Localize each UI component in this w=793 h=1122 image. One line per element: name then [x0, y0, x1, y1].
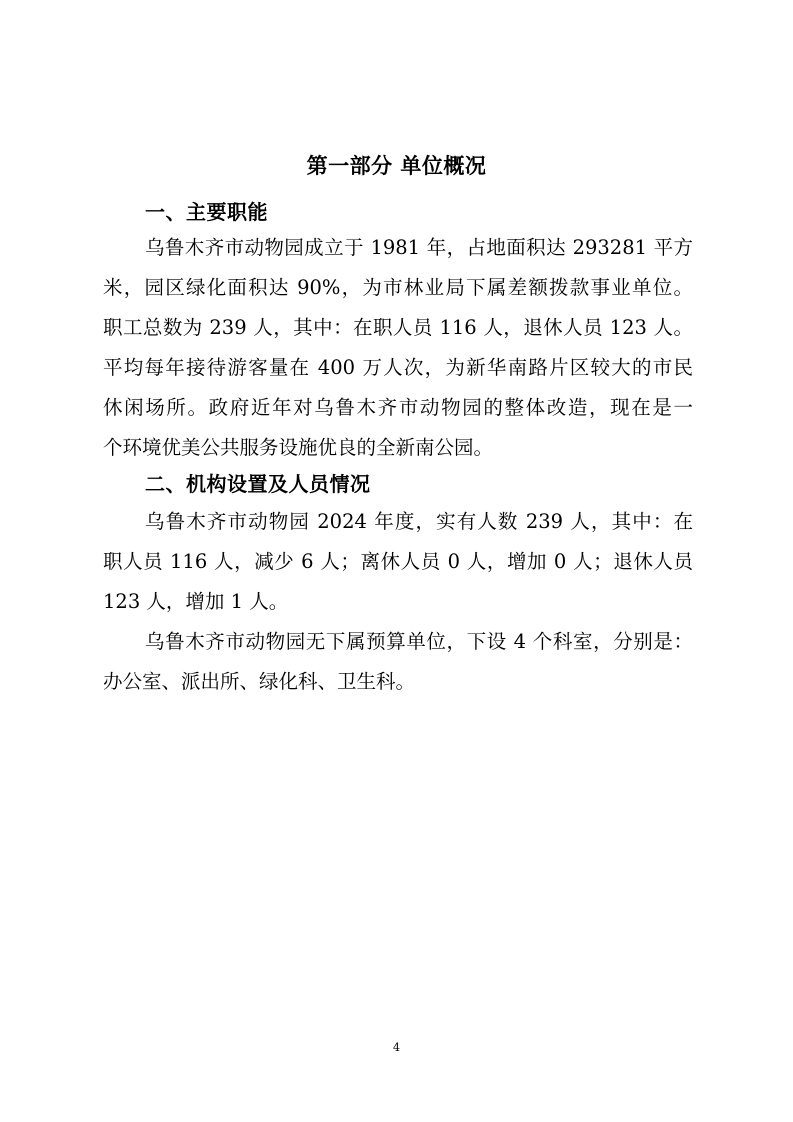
- paragraph-line: 乌鲁木齐市动物园无下属预算单位，下设 4 个科室，分别是：: [145, 630, 693, 653]
- paragraph-line: 乌鲁木齐市动物园 2024 年度，实有人数 239 人，其中：在: [145, 510, 693, 533]
- paragraph-line: 休闲场所。政府近年对乌鲁木齐市动物园的整体改造，现在是一: [103, 396, 693, 419]
- section-heading-main-functions: 一、主要职能: [145, 200, 268, 224]
- paragraph-line: 米，园区绿化面积达 90%，为市林业局下属差额拨款事业单位。: [103, 276, 693, 299]
- paragraph-line: 123 人，增加 1 人。: [103, 590, 289, 613]
- section-heading-organization-staff: 二、机构设置及人员情况: [145, 472, 371, 496]
- paragraph-line: 乌鲁木齐市动物园成立于 1981 年，占地面积达 293281 平方: [145, 236, 693, 259]
- paragraph-line: 职工总数为 239 人，其中：在职人员 116 人，退休人员 123 人。: [103, 316, 693, 339]
- page-number: 4: [393, 1041, 400, 1054]
- paragraph-line: 职人员 116 人，减少 6 人；离休人员 0 人，增加 0 人；退休人员: [103, 550, 693, 573]
- page-title: 第一部分 单位概况: [306, 154, 487, 178]
- paragraph-line: 个环境优美公共服务设施优良的全新南公园。: [103, 436, 494, 459]
- paragraph-main-functions: [103, 228, 693, 468]
- paragraph-departments: [103, 622, 693, 702]
- paragraph-staff-numbers: [103, 502, 693, 622]
- paragraph-line: 办公室、派出所、绿化科、卫生科。: [103, 670, 416, 693]
- paragraph-line: 平均每年接待游客量在 400 万人次，为新华南路片区较大的市民: [103, 356, 693, 379]
